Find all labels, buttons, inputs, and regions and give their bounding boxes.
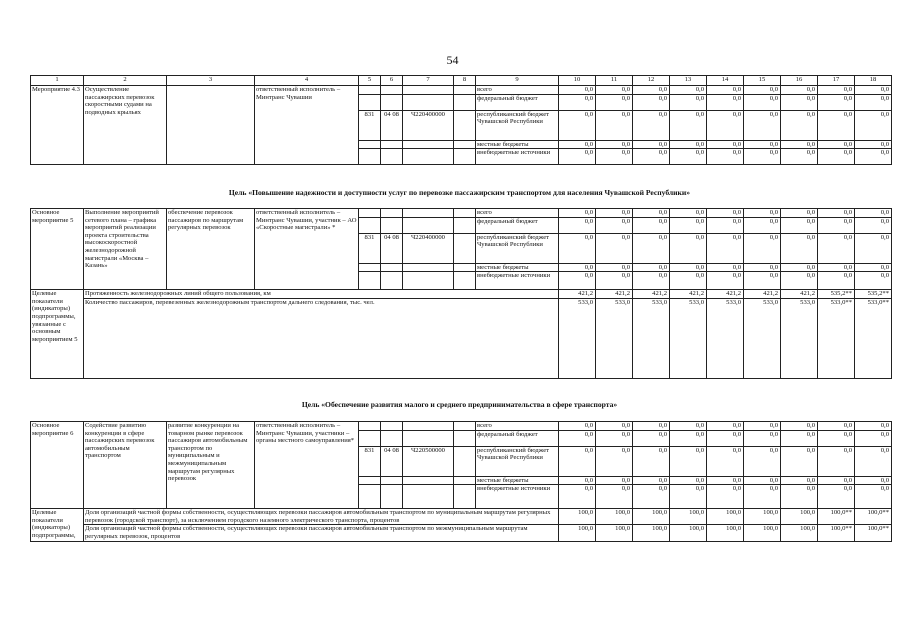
budget-value: 0,0 bbox=[596, 86, 633, 95]
budget-value: 0,0 bbox=[744, 86, 781, 95]
budget-value: 0,0 bbox=[818, 110, 855, 140]
budget-value: 0,0 bbox=[670, 140, 707, 149]
budget-value: 0,0 bbox=[596, 140, 633, 149]
indicator-value: 100,0 bbox=[559, 525, 596, 541]
budget-value: 0,0 bbox=[744, 272, 781, 290]
budget-value: 0,0 bbox=[855, 217, 892, 233]
budget-value: 0,0 bbox=[559, 430, 596, 446]
budget-value: 0,0 bbox=[633, 233, 670, 263]
budget-value: 0,0 bbox=[670, 209, 707, 218]
budget-value: 0,0 bbox=[781, 149, 818, 165]
budget-value: 0,0 bbox=[633, 430, 670, 446]
budget-table-section-2 bbox=[30, 208, 892, 379]
budget-value: 0,0 bbox=[855, 86, 892, 95]
budget-value: 0,0 bbox=[818, 140, 855, 149]
column-number: 7 bbox=[403, 76, 454, 86]
column-number: 5 bbox=[359, 76, 381, 86]
event-code: Мероприятие 4.3 bbox=[31, 86, 84, 165]
grbs-code: 831 bbox=[359, 110, 381, 140]
budget-value: 0,0 bbox=[596, 485, 633, 509]
budget-value: 0,0 bbox=[707, 110, 744, 140]
grbs-code: 831 bbox=[359, 446, 381, 476]
budget-value: 0,0 bbox=[633, 149, 670, 165]
budget-value: 0,0 bbox=[744, 217, 781, 233]
event-goal bbox=[167, 86, 255, 165]
budget-value: 0,0 bbox=[670, 430, 707, 446]
budget-value: 0,0 bbox=[670, 485, 707, 509]
budget-value: 0,0 bbox=[818, 149, 855, 165]
indicator-value: 100,0 bbox=[596, 525, 633, 541]
column-number: 10 bbox=[559, 76, 596, 86]
event-name: Осуществление пассажирских перевозок скоростными судами на подводных крыльях bbox=[84, 86, 167, 165]
column-number: 3 bbox=[167, 76, 255, 86]
budget-value: 0,0 bbox=[781, 272, 818, 290]
source-label: местные бюджеты bbox=[476, 263, 559, 272]
indicator-value: 421,2 bbox=[744, 290, 781, 299]
budget-value: 0,0 bbox=[855, 209, 892, 218]
source-label: федеральный бюджет bbox=[476, 94, 559, 110]
budget-value: 0,0 bbox=[818, 86, 855, 95]
indicator-value: 100,0** bbox=[855, 525, 892, 541]
budget-value: 0,0 bbox=[781, 86, 818, 95]
indicator-value: 535,2** bbox=[818, 290, 855, 299]
budget-value: 0,0 bbox=[596, 263, 633, 272]
budget-value: 0,0 bbox=[559, 422, 596, 431]
target-article: Ч220500000 bbox=[403, 446, 454, 476]
indicator-value: 533,0 bbox=[744, 298, 781, 378]
indicator-value: 533,0 bbox=[707, 298, 744, 378]
budget-value: 0,0 bbox=[633, 272, 670, 290]
source-label: республиканский бюджет Чувашской Республики bbox=[476, 446, 559, 476]
budget-value: 0,0 bbox=[744, 430, 781, 446]
indicator-value: 100,0 bbox=[707, 509, 744, 525]
budget-value: 0,0 bbox=[670, 110, 707, 140]
budget-value: 0,0 bbox=[596, 149, 633, 165]
budget-value: 0,0 bbox=[818, 209, 855, 218]
budget-value: 0,0 bbox=[818, 485, 855, 509]
source-label: внебюджетные источники bbox=[476, 485, 559, 509]
budget-value: 0,0 bbox=[744, 446, 781, 476]
source-label: республиканский бюджет Чувашской Республики bbox=[476, 233, 559, 263]
budget-value: 0,0 bbox=[596, 110, 633, 140]
indicator-value: 421,2 bbox=[707, 290, 744, 299]
event-executor: ответственный исполнитель – Минтранс Чувашии bbox=[255, 86, 359, 165]
indicator-value: 533,0 bbox=[596, 298, 633, 378]
source-label: внебюджетные источники bbox=[476, 272, 559, 290]
budget-value: 0,0 bbox=[559, 94, 596, 110]
budget-value: 0,0 bbox=[559, 263, 596, 272]
budget-value: 0,0 bbox=[559, 209, 596, 218]
budget-value: 0,0 bbox=[781, 140, 818, 149]
indicator-value: 100,0 bbox=[670, 525, 707, 541]
budget-value: 0,0 bbox=[855, 485, 892, 509]
source-label: местные бюджеты bbox=[476, 140, 559, 149]
goal-heading-2: Цель «Обеспечение развития малого и среднего предпринимательства в сфере транспорта» bbox=[301, 400, 618, 409]
indicator-value: 100,0** bbox=[855, 509, 892, 525]
indicator-value: 421,2 bbox=[781, 290, 818, 299]
indicator-value: 533,0** bbox=[818, 298, 855, 378]
budget-table-section-3 bbox=[30, 421, 892, 542]
indicator-value: 100,0 bbox=[707, 525, 744, 541]
budget-value: 0,0 bbox=[633, 209, 670, 218]
budget-value: 0,0 bbox=[818, 476, 855, 485]
event-name: Содействие развитию конкуренции в сфере пассажирских перевозок автомобильным транспортом bbox=[84, 422, 167, 509]
budget-value: 0,0 bbox=[559, 110, 596, 140]
budget-value: 0,0 bbox=[744, 263, 781, 272]
budget-value: 0,0 bbox=[818, 430, 855, 446]
budget-value: 0,0 bbox=[818, 233, 855, 263]
budget-value: 0,0 bbox=[670, 272, 707, 290]
column-number: 2 bbox=[84, 76, 167, 86]
indicator-name: Доля организаций частной формы собственности, осуществляющих перевозки пассажиров автомобильным транспортом по межмуниципальным маршрутам регулярных перевозок, процентов bbox=[84, 525, 559, 541]
budget-value: 0,0 bbox=[855, 233, 892, 263]
budget-value: 0,0 bbox=[633, 140, 670, 149]
budget-value: 0,0 bbox=[781, 485, 818, 509]
event-code: Основное мероприятие 5 bbox=[31, 209, 84, 290]
budget-value: 0,0 bbox=[781, 209, 818, 218]
source-label: всего bbox=[476, 422, 559, 431]
event-code: Основное мероприятие 6 bbox=[31, 422, 84, 509]
budget-value: 0,0 bbox=[744, 110, 781, 140]
budget-value: 0,0 bbox=[744, 149, 781, 165]
indicator-value: 533,0 bbox=[670, 298, 707, 378]
indicator-value: 100,0** bbox=[818, 509, 855, 525]
source-label: республиканский бюджет Чувашской Республики bbox=[476, 110, 559, 140]
budget-value: 0,0 bbox=[818, 272, 855, 290]
source-label: федеральный бюджет bbox=[476, 217, 559, 233]
budget-value: 0,0 bbox=[818, 446, 855, 476]
budget-value: 0,0 bbox=[707, 140, 744, 149]
source-label: внебюджетные источники bbox=[476, 149, 559, 165]
budget-value: 0,0 bbox=[559, 446, 596, 476]
budget-value: 0,0 bbox=[707, 217, 744, 233]
budget-value: 0,0 bbox=[596, 233, 633, 263]
budget-table-section-1 bbox=[30, 75, 892, 165]
event-name: Выполнение мероприятий сетевого плана – графика мероприятий реализации проекта строительства высокоскоростной железнодорожной магистрали «Москва – Казань» bbox=[84, 209, 167, 290]
budget-value: 0,0 bbox=[633, 263, 670, 272]
indicator-value: 421,2 bbox=[559, 290, 596, 299]
budget-value: 0,0 bbox=[707, 86, 744, 95]
budget-value: 0,0 bbox=[744, 140, 781, 149]
budget-value: 0,0 bbox=[670, 476, 707, 485]
budget-value: 0,0 bbox=[633, 217, 670, 233]
column-number: 13 bbox=[670, 76, 707, 86]
indicator-value: 535,2** bbox=[855, 290, 892, 299]
budget-value: 0,0 bbox=[744, 209, 781, 218]
column-number: 16 bbox=[781, 76, 818, 86]
indicator-value: 100,0 bbox=[670, 509, 707, 525]
budget-value: 0,0 bbox=[633, 476, 670, 485]
budget-value: 0,0 bbox=[670, 422, 707, 431]
budget-value: 0,0 bbox=[781, 263, 818, 272]
budget-value: 0,0 bbox=[633, 446, 670, 476]
column-number: 8 bbox=[454, 76, 476, 86]
indicator-name: Количество пассажиров, перевезенных железнодорожным транспортом дальнего следования, тыс. чел. bbox=[84, 298, 559, 378]
source-label: местные бюджеты bbox=[476, 476, 559, 485]
budget-value: 0,0 bbox=[781, 476, 818, 485]
column-number: 9 bbox=[476, 76, 559, 86]
indicator-value: 100,0 bbox=[596, 509, 633, 525]
goal-heading-1: Цель «Повышение надежности и доступности услуг по перевозке пассажирским транспортом для населения Чувашской Республики» bbox=[228, 188, 691, 197]
budget-value: 0,0 bbox=[670, 263, 707, 272]
budget-value: 0,0 bbox=[559, 476, 596, 485]
column-number: 17 bbox=[818, 76, 855, 86]
budget-value: 0,0 bbox=[781, 94, 818, 110]
section-code: 04 08 bbox=[381, 233, 403, 263]
indicator-value: 100,0** bbox=[818, 525, 855, 541]
budget-value: 0,0 bbox=[855, 110, 892, 140]
event-goal: развитие конкуренции на товарном рынке перевозок пассажиров автомобильным транспортом по муниципальным и межмуниципальным маршрутам регулярных перевозок bbox=[167, 422, 255, 509]
budget-value: 0,0 bbox=[559, 149, 596, 165]
budget-value: 0,0 bbox=[744, 485, 781, 509]
budget-value: 0,0 bbox=[855, 272, 892, 290]
source-label: всего bbox=[476, 209, 559, 218]
budget-value: 0,0 bbox=[670, 94, 707, 110]
budget-value: 0,0 bbox=[633, 86, 670, 95]
section-code: 04 08 bbox=[381, 446, 403, 476]
budget-value: 0,0 bbox=[744, 94, 781, 110]
indicator-value: 100,0 bbox=[781, 525, 818, 541]
budget-value: 0,0 bbox=[670, 446, 707, 476]
indicator-name: Протяженность железнодорожных линий общего пользования, км bbox=[84, 290, 559, 299]
budget-value: 0,0 bbox=[559, 272, 596, 290]
budget-value: 0,0 bbox=[707, 446, 744, 476]
budget-value: 0,0 bbox=[855, 430, 892, 446]
budget-value: 0,0 bbox=[781, 217, 818, 233]
budget-value: 0,0 bbox=[559, 233, 596, 263]
indicator-value: 100,0 bbox=[781, 509, 818, 525]
budget-value: 0,0 bbox=[781, 446, 818, 476]
indicator-value: 421,2 bbox=[596, 290, 633, 299]
target-article: Ч220400000 bbox=[403, 110, 454, 140]
budget-value: 0,0 bbox=[855, 140, 892, 149]
budget-value: 0,0 bbox=[818, 263, 855, 272]
budget-value: 0,0 bbox=[781, 233, 818, 263]
indicator-value: 533,0 bbox=[781, 298, 818, 378]
budget-value: 0,0 bbox=[855, 263, 892, 272]
indicator-value: 533,0** bbox=[855, 298, 892, 378]
budget-value: 0,0 bbox=[707, 94, 744, 110]
indicator-value: 421,2 bbox=[633, 290, 670, 299]
grbs-code: 831 bbox=[359, 233, 381, 263]
source-label: всего bbox=[476, 86, 559, 95]
budget-value: 0,0 bbox=[559, 217, 596, 233]
budget-value: 0,0 bbox=[559, 485, 596, 509]
budget-value: 0,0 bbox=[596, 430, 633, 446]
budget-value: 0,0 bbox=[596, 446, 633, 476]
budget-value: 0,0 bbox=[596, 422, 633, 431]
section-code: 04 08 bbox=[381, 110, 403, 140]
budget-value: 0,0 bbox=[818, 94, 855, 110]
indicator-value: 100,0 bbox=[559, 509, 596, 525]
budget-value: 0,0 bbox=[596, 476, 633, 485]
budget-value: 0,0 bbox=[596, 209, 633, 218]
budget-value: 0,0 bbox=[670, 149, 707, 165]
column-number: 11 bbox=[596, 76, 633, 86]
budget-value: 0,0 bbox=[855, 476, 892, 485]
column-number-row bbox=[31, 76, 892, 86]
budget-value: 0,0 bbox=[744, 233, 781, 263]
budget-value: 0,0 bbox=[818, 422, 855, 431]
budget-value: 0,0 bbox=[855, 94, 892, 110]
budget-value: 0,0 bbox=[559, 140, 596, 149]
budget-value: 0,0 bbox=[781, 430, 818, 446]
budget-value: 0,0 bbox=[707, 209, 744, 218]
event-executor: ответственный исполнитель – Минтранс Чувашии, участник – АО «Скоростные магистрали» * bbox=[255, 209, 359, 290]
budget-value: 0,0 bbox=[596, 94, 633, 110]
indicator-value: 533,0 bbox=[559, 298, 596, 378]
event-executor: ответственный исполнитель – Минтранс Чувашии, участники – органы местного самоуправления* bbox=[255, 422, 359, 509]
budget-value: 0,0 bbox=[855, 446, 892, 476]
column-number: 15 bbox=[744, 76, 781, 86]
source-label: федеральный бюджет bbox=[476, 430, 559, 446]
target-article: Ч220400000 bbox=[403, 233, 454, 263]
column-number: 6 bbox=[381, 76, 403, 86]
indicators-label: Целевые показатели (индикаторы) подпрограммы, bbox=[31, 509, 84, 541]
budget-value: 0,0 bbox=[670, 217, 707, 233]
indicator-value: 533,0 bbox=[633, 298, 670, 378]
column-number: 12 bbox=[633, 76, 670, 86]
budget-value: 0,0 bbox=[744, 476, 781, 485]
budget-value: 0,0 bbox=[744, 422, 781, 431]
budget-value: 0,0 bbox=[707, 233, 744, 263]
indicator-value: 100,0 bbox=[633, 525, 670, 541]
budget-value: 0,0 bbox=[707, 263, 744, 272]
budget-value: 0,0 bbox=[707, 430, 744, 446]
budget-value: 0,0 bbox=[559, 86, 596, 95]
budget-value: 0,0 bbox=[596, 272, 633, 290]
budget-value: 0,0 bbox=[707, 272, 744, 290]
budget-value: 0,0 bbox=[707, 485, 744, 509]
column-number: 1 bbox=[31, 76, 84, 86]
column-number: 14 bbox=[707, 76, 744, 86]
page-number: 54 bbox=[446, 53, 459, 67]
budget-value: 0,0 bbox=[707, 476, 744, 485]
budget-value: 0,0 bbox=[781, 110, 818, 140]
budget-value: 0,0 bbox=[707, 149, 744, 165]
event-goal: обеспечение перевозок пассажиров по маршрутам регулярных перевозок bbox=[167, 209, 255, 290]
column-number: 18 bbox=[855, 76, 892, 86]
budget-value: 0,0 bbox=[707, 422, 744, 431]
column-number: 4 bbox=[255, 76, 359, 86]
budget-value: 0,0 bbox=[596, 217, 633, 233]
budget-value: 0,0 bbox=[670, 233, 707, 263]
budget-value: 0,0 bbox=[670, 86, 707, 95]
budget-value: 0,0 bbox=[855, 149, 892, 165]
indicator-value: 100,0 bbox=[744, 509, 781, 525]
budget-value: 0,0 bbox=[781, 422, 818, 431]
indicator-value: 100,0 bbox=[633, 509, 670, 525]
budget-value: 0,0 bbox=[633, 485, 670, 509]
indicator-name: Доля организаций частной формы собственности, осуществляющих перевозки пассажиров автомобильным транспортом по муниципальным маршрутам регулярных перевозок (городской транспорт), за исключением городского наземного электрического транспорта, процентов bbox=[84, 509, 559, 525]
indicators-label: Целевые показатели (индикаторы) подпрограммы, увязанные с основным мероприятием 5 bbox=[31, 290, 84, 379]
budget-value: 0,0 bbox=[633, 422, 670, 431]
budget-value: 0,0 bbox=[818, 217, 855, 233]
budget-value: 0,0 bbox=[855, 422, 892, 431]
indicator-value: 100,0 bbox=[744, 525, 781, 541]
budget-value: 0,0 bbox=[633, 94, 670, 110]
budget-value: 0,0 bbox=[633, 110, 670, 140]
indicator-value: 421,2 bbox=[670, 290, 707, 299]
